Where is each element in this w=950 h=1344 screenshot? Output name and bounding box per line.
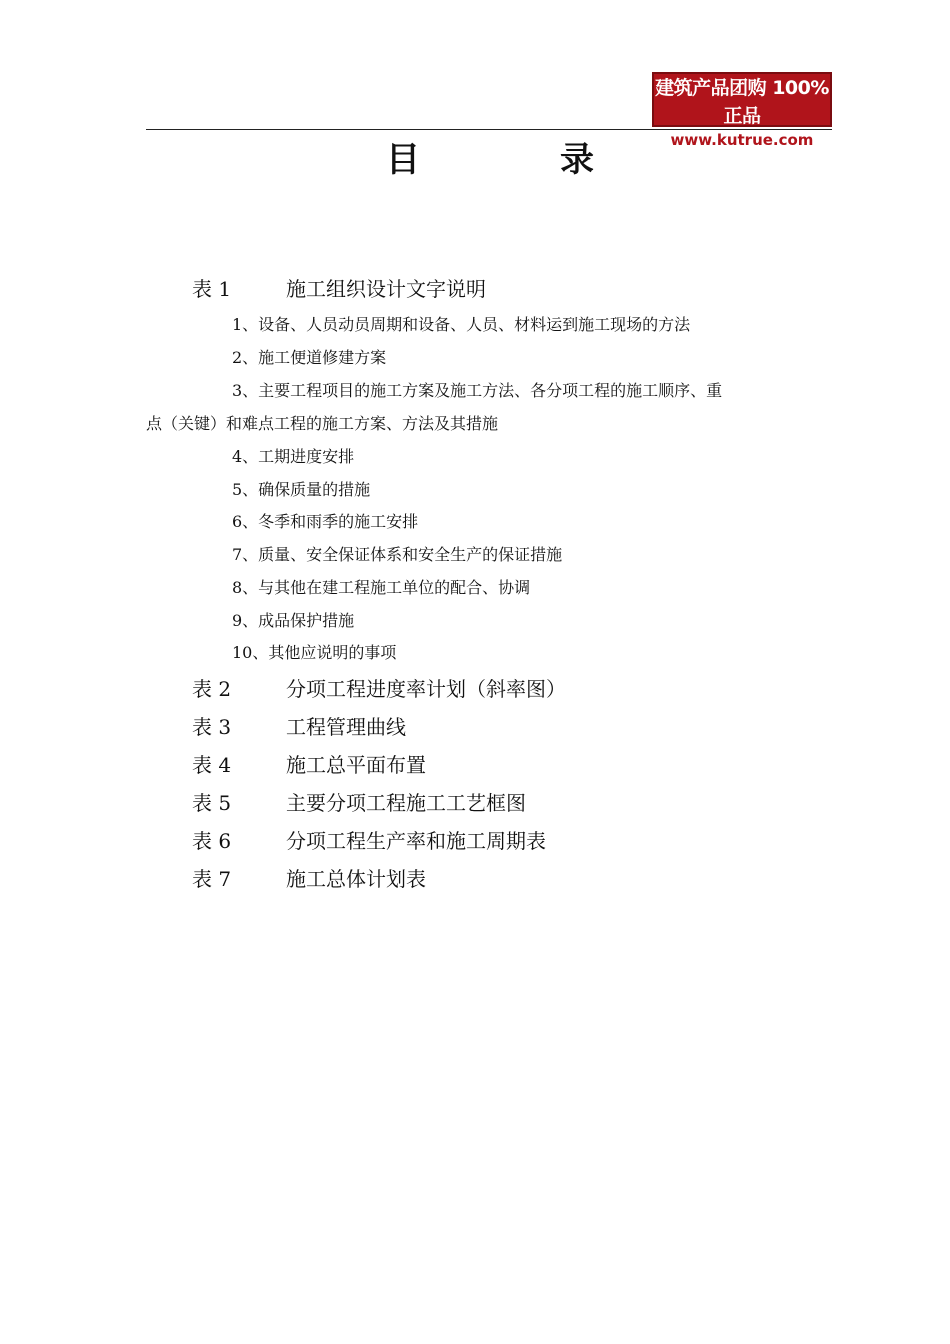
toc-item-6: 6、冬季和雨季的施工安排 [232, 512, 419, 531]
toc-section-number: 表 1 [192, 277, 232, 301]
toc-section-number: 表 2 [192, 677, 232, 701]
toc-section-label: 主要分项工程施工工艺框图 [286, 791, 526, 815]
toc-item-2: 2、施工便道修建方案 [232, 348, 387, 367]
toc-item-3-continued: 点（关键）和难点工程的施工方案、方法及其措施 [146, 414, 499, 433]
toc-section-7 [192, 866, 426, 892]
toc-item-8: 8、与其他在建工程施工单位的配合、协调 [232, 578, 531, 597]
toc-section-3 [192, 714, 406, 740]
toc-section-5 [192, 790, 526, 816]
toc-section-label: 施工总体计划表 [286, 867, 426, 891]
toc-item-1: 1、设备、人员动员周期和设备、人员、材料运到施工现场的方法 [232, 315, 691, 334]
toc-section-label: 施工总平面布置 [286, 753, 426, 777]
brand-logo [652, 72, 832, 149]
toc-section-label: 分项工程进度率计划（斜率图） [286, 677, 566, 701]
toc-section-number: 表 7 [192, 867, 232, 891]
page-title-char-2: 录 [560, 140, 594, 180]
toc-section-2 [192, 676, 566, 702]
toc-section-label: 施工组织设计文字说明 [286, 277, 486, 301]
page-title-char-1: 目 [386, 140, 420, 180]
toc-item-5: 5、确保质量的措施 [232, 480, 371, 499]
toc-item-4: 4、工期进度安排 [232, 447, 355, 466]
toc-section-number: 表 4 [192, 753, 232, 777]
toc-item-10: 10、其他应说明的事项 [232, 643, 397, 662]
toc-item-3: 3、主要工程项目的施工方案及施工方法、各分项工程的施工顺序、重 [232, 381, 723, 400]
toc-section-6 [192, 828, 546, 854]
logo-url: www.kutrue.com [657, 130, 827, 150]
toc-section-4 [192, 752, 426, 778]
logo-slogan: 建筑产品团购 100%正品 [655, 77, 829, 127]
toc-section-number: 表 6 [192, 829, 232, 853]
toc-section-label: 工程管理曲线 [286, 715, 406, 739]
toc-item-7: 7、质量、安全保证体系和安全生产的保证措施 [232, 545, 563, 564]
toc-section-number: 表 3 [192, 715, 232, 739]
toc-section-1 [192, 276, 486, 302]
header-rule [146, 129, 832, 130]
toc-section-number: 表 5 [192, 791, 232, 815]
toc-item-9: 9、成品保护措施 [232, 611, 355, 630]
toc-section-label: 分项工程生产率和施工周期表 [286, 829, 546, 853]
